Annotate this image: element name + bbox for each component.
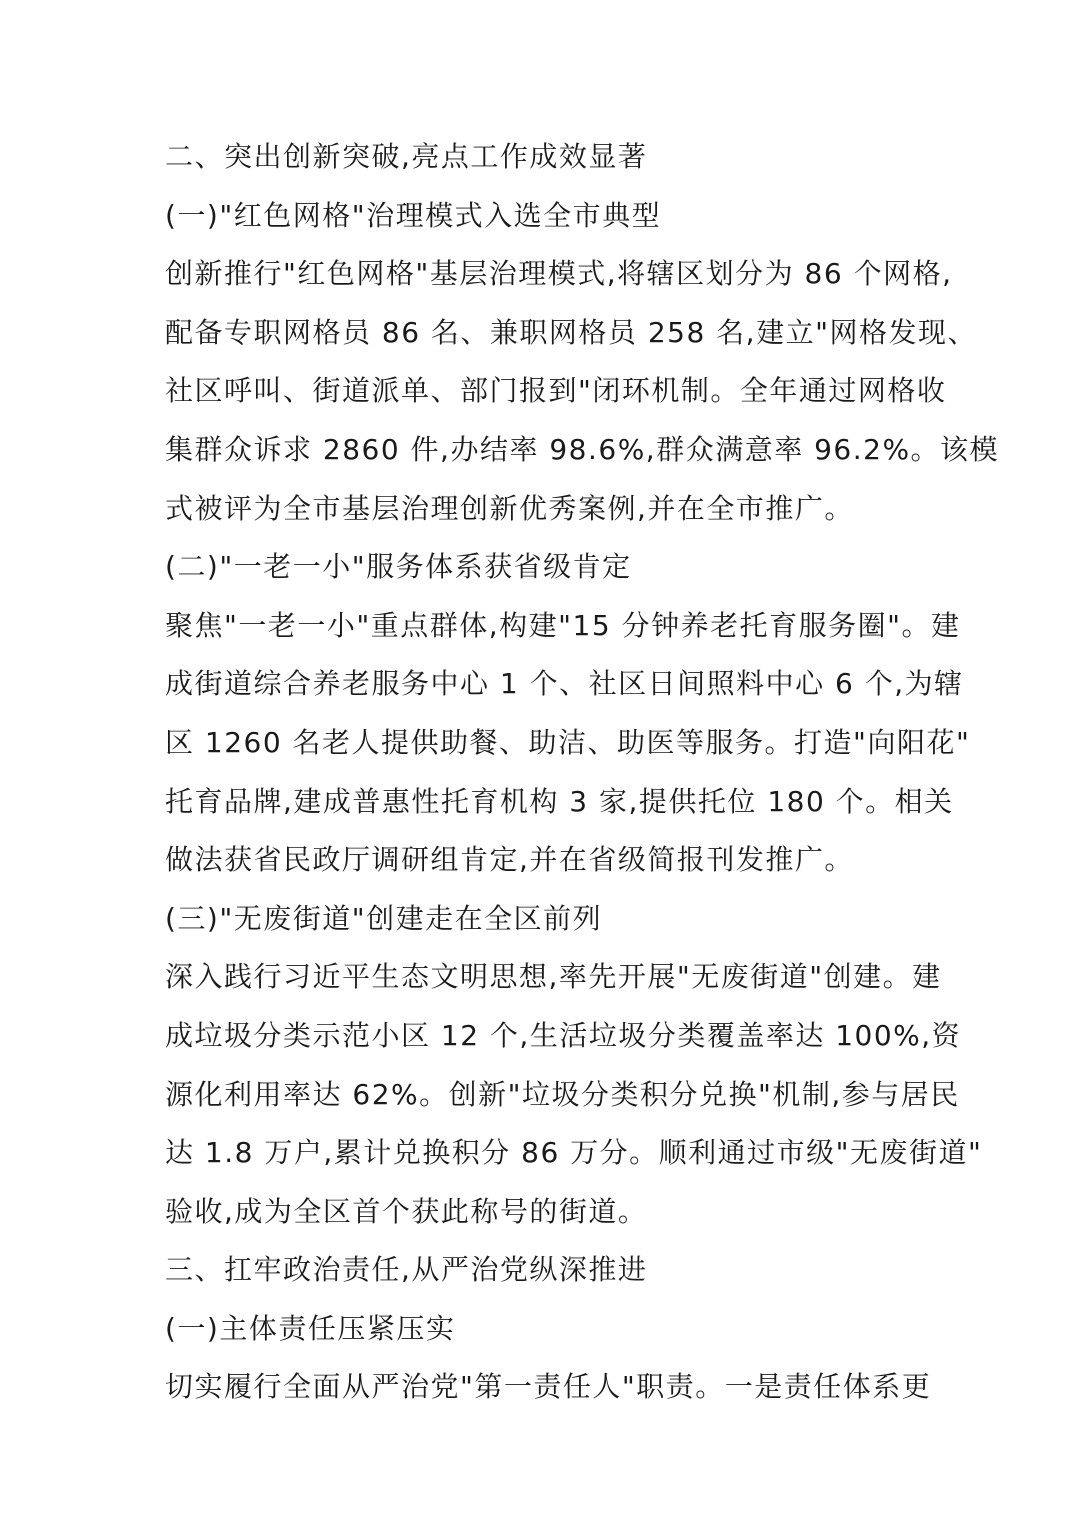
paragraph-line: 创新推行"红色网格"基层治理模式,将辖区划分为 86 个网格,: [165, 257, 953, 291]
paragraph-line: 成街道综合养老服务中心 1 个、社区日间照料中心 6 个,为辖: [165, 667, 964, 701]
paragraph-line: 切实履行全面从严治党"第一责任人"职责。一是责任体系更: [165, 1370, 932, 1404]
subsection-heading: (二)"一老一小"服务体系获省级肯定: [165, 550, 632, 584]
paragraph-line: 成垃圾分类示范小区 12 个,生活垃圾分类覆盖率达 100%,资: [165, 1018, 962, 1052]
section-heading: 三、扛牢政治责任,从严治党纵深推进: [165, 1253, 648, 1287]
paragraph-line: 源化利用率达 62%。创新"垃圾分类积分兑换"机制,参与居民: [165, 1077, 960, 1111]
paragraph-line: 式被评为全市基层治理创新优秀案例,并在全市推广。: [165, 491, 854, 525]
paragraph-line: 深入践行习近平生态文明思想,率先开展"无废街道"创建。建: [165, 960, 942, 994]
paragraph-line: 托育品牌,建成普惠性托育机构 3 家,提供托位 180 个。相关: [165, 784, 954, 818]
paragraph-line: 集群众诉求 2860 件,办结率 98.6%,群众满意率 96.2%。该模: [165, 432, 1000, 466]
subsection-heading: (三)"无废街道"创建走在全区前列: [165, 901, 603, 935]
subsection-heading: (一)主体责任压紧压实: [165, 1311, 456, 1345]
paragraph-line: 聚焦"一老一小"重点群体,构建"15 分钟养老托育服务圈"。建: [165, 608, 961, 642]
paragraph-line: 验收,成为全区首个获此称号的街道。: [165, 1194, 648, 1228]
paragraph-line: 配备专职网格员 86 名、兼职网格员 258 名,建立"网格发现、: [165, 315, 977, 349]
section-heading: 二、突出创新突破,亮点工作成效显著: [165, 140, 648, 173]
subsection-heading: (一)"红色网格"治理模式入选全市典型: [165, 198, 662, 232]
paragraph-line: 区 1260 名老人提供助餐、助洁、助医等服务。打造"向阳花": [165, 725, 971, 759]
document-body: [165, 128, 1000, 1417]
paragraph-line: 社区呼叫、街道派单、部门报到"闭环机制。全年通过网格收: [165, 374, 947, 408]
paragraph-line: 做法获省民政厅调研组肯定,并在省级简报刊发推广。: [165, 843, 854, 877]
paragraph-line: 达 1.8 万户,累计兑换积分 86 万分。顺利通过市级"无废街道": [165, 1136, 983, 1170]
